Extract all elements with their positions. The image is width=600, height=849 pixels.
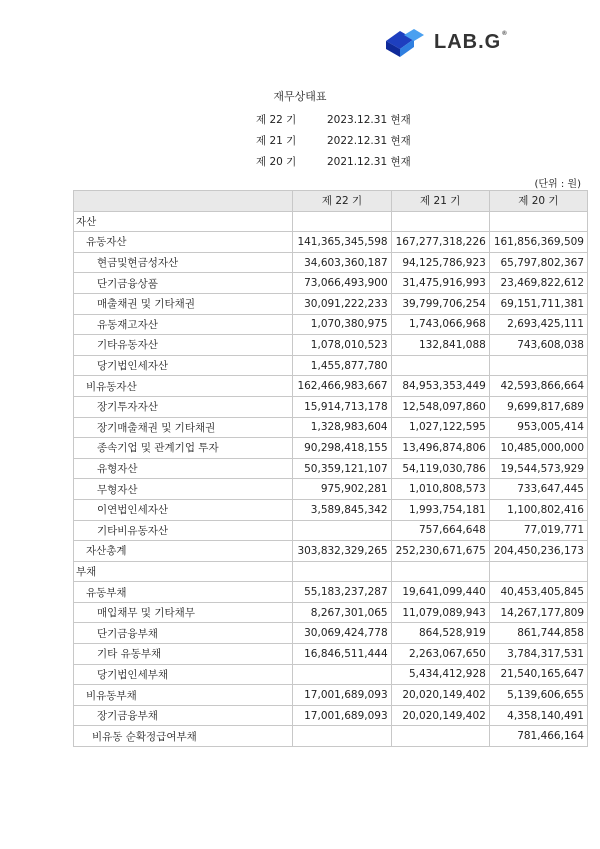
- value-cell: 204,450,236,173: [489, 541, 587, 562]
- value-cell: 141,365,345,598: [293, 232, 391, 253]
- row-label: 이연법인세자산: [74, 499, 293, 520]
- value-cell: [391, 726, 489, 747]
- table-row: [74, 602, 588, 623]
- table-row: [74, 232, 588, 253]
- period-label: 제 22 기: [256, 114, 297, 126]
- value-cell: 14,267,177,809: [489, 602, 587, 623]
- header-cell-period-20: 제 20 기: [489, 191, 587, 212]
- period-date: 2021.12.31 현재: [327, 156, 411, 168]
- balance-sheet-table: [73, 190, 588, 747]
- value-cell: 12,548,097,860: [391, 396, 489, 417]
- row-label: 단기금융부채: [74, 623, 293, 644]
- table-body: [74, 211, 588, 746]
- value-cell: 5,434,412,928: [391, 664, 489, 685]
- value-cell: [293, 726, 391, 747]
- table-row: [74, 479, 588, 500]
- value-cell: 19,641,099,440: [391, 582, 489, 603]
- table-row: [74, 355, 588, 376]
- period-date: 2023.12.31 현재: [327, 114, 411, 126]
- value-cell: 20,020,149,402: [391, 705, 489, 726]
- value-cell: 31,475,916,993: [391, 273, 489, 294]
- logo-text: LAB.G®: [434, 30, 508, 53]
- period-row: [256, 133, 411, 154]
- value-cell: 303,832,329,265: [293, 541, 391, 562]
- value-cell: 9,699,817,689: [489, 396, 587, 417]
- value-cell: 1,027,122,595: [391, 417, 489, 438]
- value-cell: 162,466,983,667: [293, 376, 391, 397]
- row-label: 종속기업 및 관계기업 투자: [74, 438, 293, 459]
- value-cell: 1,743,066,968: [391, 314, 489, 335]
- value-cell: 23,469,822,612: [489, 273, 587, 294]
- value-cell: [293, 520, 391, 541]
- value-cell: [489, 211, 587, 232]
- value-cell: 17,001,689,093: [293, 685, 391, 706]
- value-cell: [489, 355, 587, 376]
- row-label: 당기법인세부채: [74, 664, 293, 685]
- value-cell: 1,010,808,573: [391, 479, 489, 500]
- row-label: 단기금융상품: [74, 273, 293, 294]
- value-cell: 16,846,511,444: [293, 644, 391, 665]
- value-cell: 21,540,165,647: [489, 664, 587, 685]
- value-cell: 39,799,706,254: [391, 293, 489, 314]
- table-row: [74, 582, 588, 603]
- value-cell: [489, 561, 587, 582]
- table-row: [74, 335, 588, 356]
- value-cell: 94,125,786,923: [391, 252, 489, 273]
- period-row: [256, 154, 411, 175]
- value-cell: 20,020,149,402: [391, 685, 489, 706]
- table-row: [74, 664, 588, 685]
- value-cell: 161,856,369,509: [489, 232, 587, 253]
- row-label: 비유동 순확정급여부채: [74, 726, 293, 747]
- value-cell: 10,485,000,000: [489, 438, 587, 459]
- value-cell: 733,647,445: [489, 479, 587, 500]
- value-cell: 73,066,493,900: [293, 273, 391, 294]
- value-cell: 743,608,038: [489, 335, 587, 356]
- table-row: [74, 293, 588, 314]
- value-cell: 975,902,281: [293, 479, 391, 500]
- row-label: 유동재고자산: [74, 314, 293, 335]
- value-cell: 19,544,573,929: [489, 458, 587, 479]
- table-row: [74, 376, 588, 397]
- row-label: 기타 유동부채: [74, 644, 293, 665]
- table-row: [74, 314, 588, 335]
- row-label: 자산총계: [74, 541, 293, 562]
- value-cell: 2,263,067,650: [391, 644, 489, 665]
- value-cell: 1,328,983,604: [293, 417, 391, 438]
- value-cell: [293, 664, 391, 685]
- value-cell: 5,139,606,655: [489, 685, 587, 706]
- row-label: 장기매출채권 및 기타채권: [74, 417, 293, 438]
- table-row: [74, 396, 588, 417]
- value-cell: 65,797,802,367: [489, 252, 587, 273]
- table-row: [74, 644, 588, 665]
- table-row: [74, 417, 588, 438]
- row-label: 자산: [74, 211, 293, 232]
- value-cell: 77,019,771: [489, 520, 587, 541]
- value-cell: 17,001,689,093: [293, 705, 391, 726]
- unit-label: (단위 : 원): [534, 179, 581, 190]
- value-cell: 30,091,222,233: [293, 293, 391, 314]
- row-label: 매출채권 및 기타채권: [74, 293, 293, 314]
- value-cell: 1,070,380,975: [293, 314, 391, 335]
- header-cell-period-22: 제 22 기: [293, 191, 391, 212]
- value-cell: 3,589,845,342: [293, 499, 391, 520]
- value-cell: 40,453,405,845: [489, 582, 587, 603]
- row-label: 유형자산: [74, 458, 293, 479]
- table-header-row: [74, 191, 588, 212]
- company-logo: [384, 27, 508, 57]
- value-cell: [293, 561, 391, 582]
- value-cell: 1,455,877,780: [293, 355, 391, 376]
- value-cell: 252,230,671,675: [391, 541, 489, 562]
- period-label: 제 21 기: [256, 135, 297, 147]
- value-cell: [391, 211, 489, 232]
- value-cell: 50,359,121,107: [293, 458, 391, 479]
- value-cell: [391, 561, 489, 582]
- table-row: [74, 458, 588, 479]
- header-cell-period-21: 제 21 기: [391, 191, 489, 212]
- row-label: 당기법인세자산: [74, 355, 293, 376]
- value-cell: 167,277,318,226: [391, 232, 489, 253]
- row-label: 부채: [74, 561, 293, 582]
- document-title: 재무상태표: [273, 90, 327, 103]
- header-cell-blank: [74, 191, 293, 212]
- table-row: [74, 438, 588, 459]
- value-cell: [391, 355, 489, 376]
- value-cell: 13,496,874,806: [391, 438, 489, 459]
- value-cell: 4,358,140,491: [489, 705, 587, 726]
- value-cell: 1,078,010,523: [293, 335, 391, 356]
- value-cell: 953,005,414: [489, 417, 587, 438]
- row-label: 기타비유동자산: [74, 520, 293, 541]
- value-cell: 15,914,713,178: [293, 396, 391, 417]
- row-label: 장기투자자산: [74, 396, 293, 417]
- value-cell: 54,119,030,786: [391, 458, 489, 479]
- value-cell: 1,100,802,416: [489, 499, 587, 520]
- row-label: 유동자산: [74, 232, 293, 253]
- table-row: [74, 541, 588, 562]
- value-cell: [293, 211, 391, 232]
- value-cell: 69,151,711,381: [489, 293, 587, 314]
- row-label: 비유동부채: [74, 685, 293, 706]
- row-label: 유동부채: [74, 582, 293, 603]
- table-row: [74, 520, 588, 541]
- table-row: [74, 252, 588, 273]
- value-cell: 34,603,360,187: [293, 252, 391, 273]
- value-cell: 90,298,418,155: [293, 438, 391, 459]
- period-date: 2022.12.31 현재: [327, 135, 411, 147]
- table-row: [74, 685, 588, 706]
- value-cell: 2,693,425,111: [489, 314, 587, 335]
- table-row: [74, 726, 588, 747]
- value-cell: 8,267,301,065: [293, 602, 391, 623]
- table-row: [74, 561, 588, 582]
- value-cell: 84,953,353,449: [391, 376, 489, 397]
- value-cell: 1,993,754,181: [391, 499, 489, 520]
- row-label: 비유동자산: [74, 376, 293, 397]
- value-cell: 757,664,648: [391, 520, 489, 541]
- table-row: [74, 705, 588, 726]
- table-row: [74, 211, 588, 232]
- value-cell: 42,593,866,664: [489, 376, 587, 397]
- row-label: 현금및현금성자산: [74, 252, 293, 273]
- period-row: [256, 112, 411, 133]
- row-label: 매입채무 및 기타채무: [74, 602, 293, 623]
- value-cell: 11,079,089,943: [391, 602, 489, 623]
- value-cell: 3,784,317,531: [489, 644, 587, 665]
- value-cell: 30,069,424,778: [293, 623, 391, 644]
- lab-g-logo-icon: [384, 27, 428, 57]
- value-cell: 864,528,919: [391, 623, 489, 644]
- period-label: 제 20 기: [256, 156, 297, 168]
- value-cell: 781,466,164: [489, 726, 587, 747]
- value-cell: 132,841,088: [391, 335, 489, 356]
- table-row: [74, 273, 588, 294]
- value-cell: 861,744,858: [489, 623, 587, 644]
- row-label: 장기금융부채: [74, 705, 293, 726]
- value-cell: 55,183,237,287: [293, 582, 391, 603]
- table-row: [74, 623, 588, 644]
- period-list: [256, 112, 411, 175]
- table-row: [74, 499, 588, 520]
- row-label: 기타유동자산: [74, 335, 293, 356]
- row-label: 무형자산: [74, 479, 293, 500]
